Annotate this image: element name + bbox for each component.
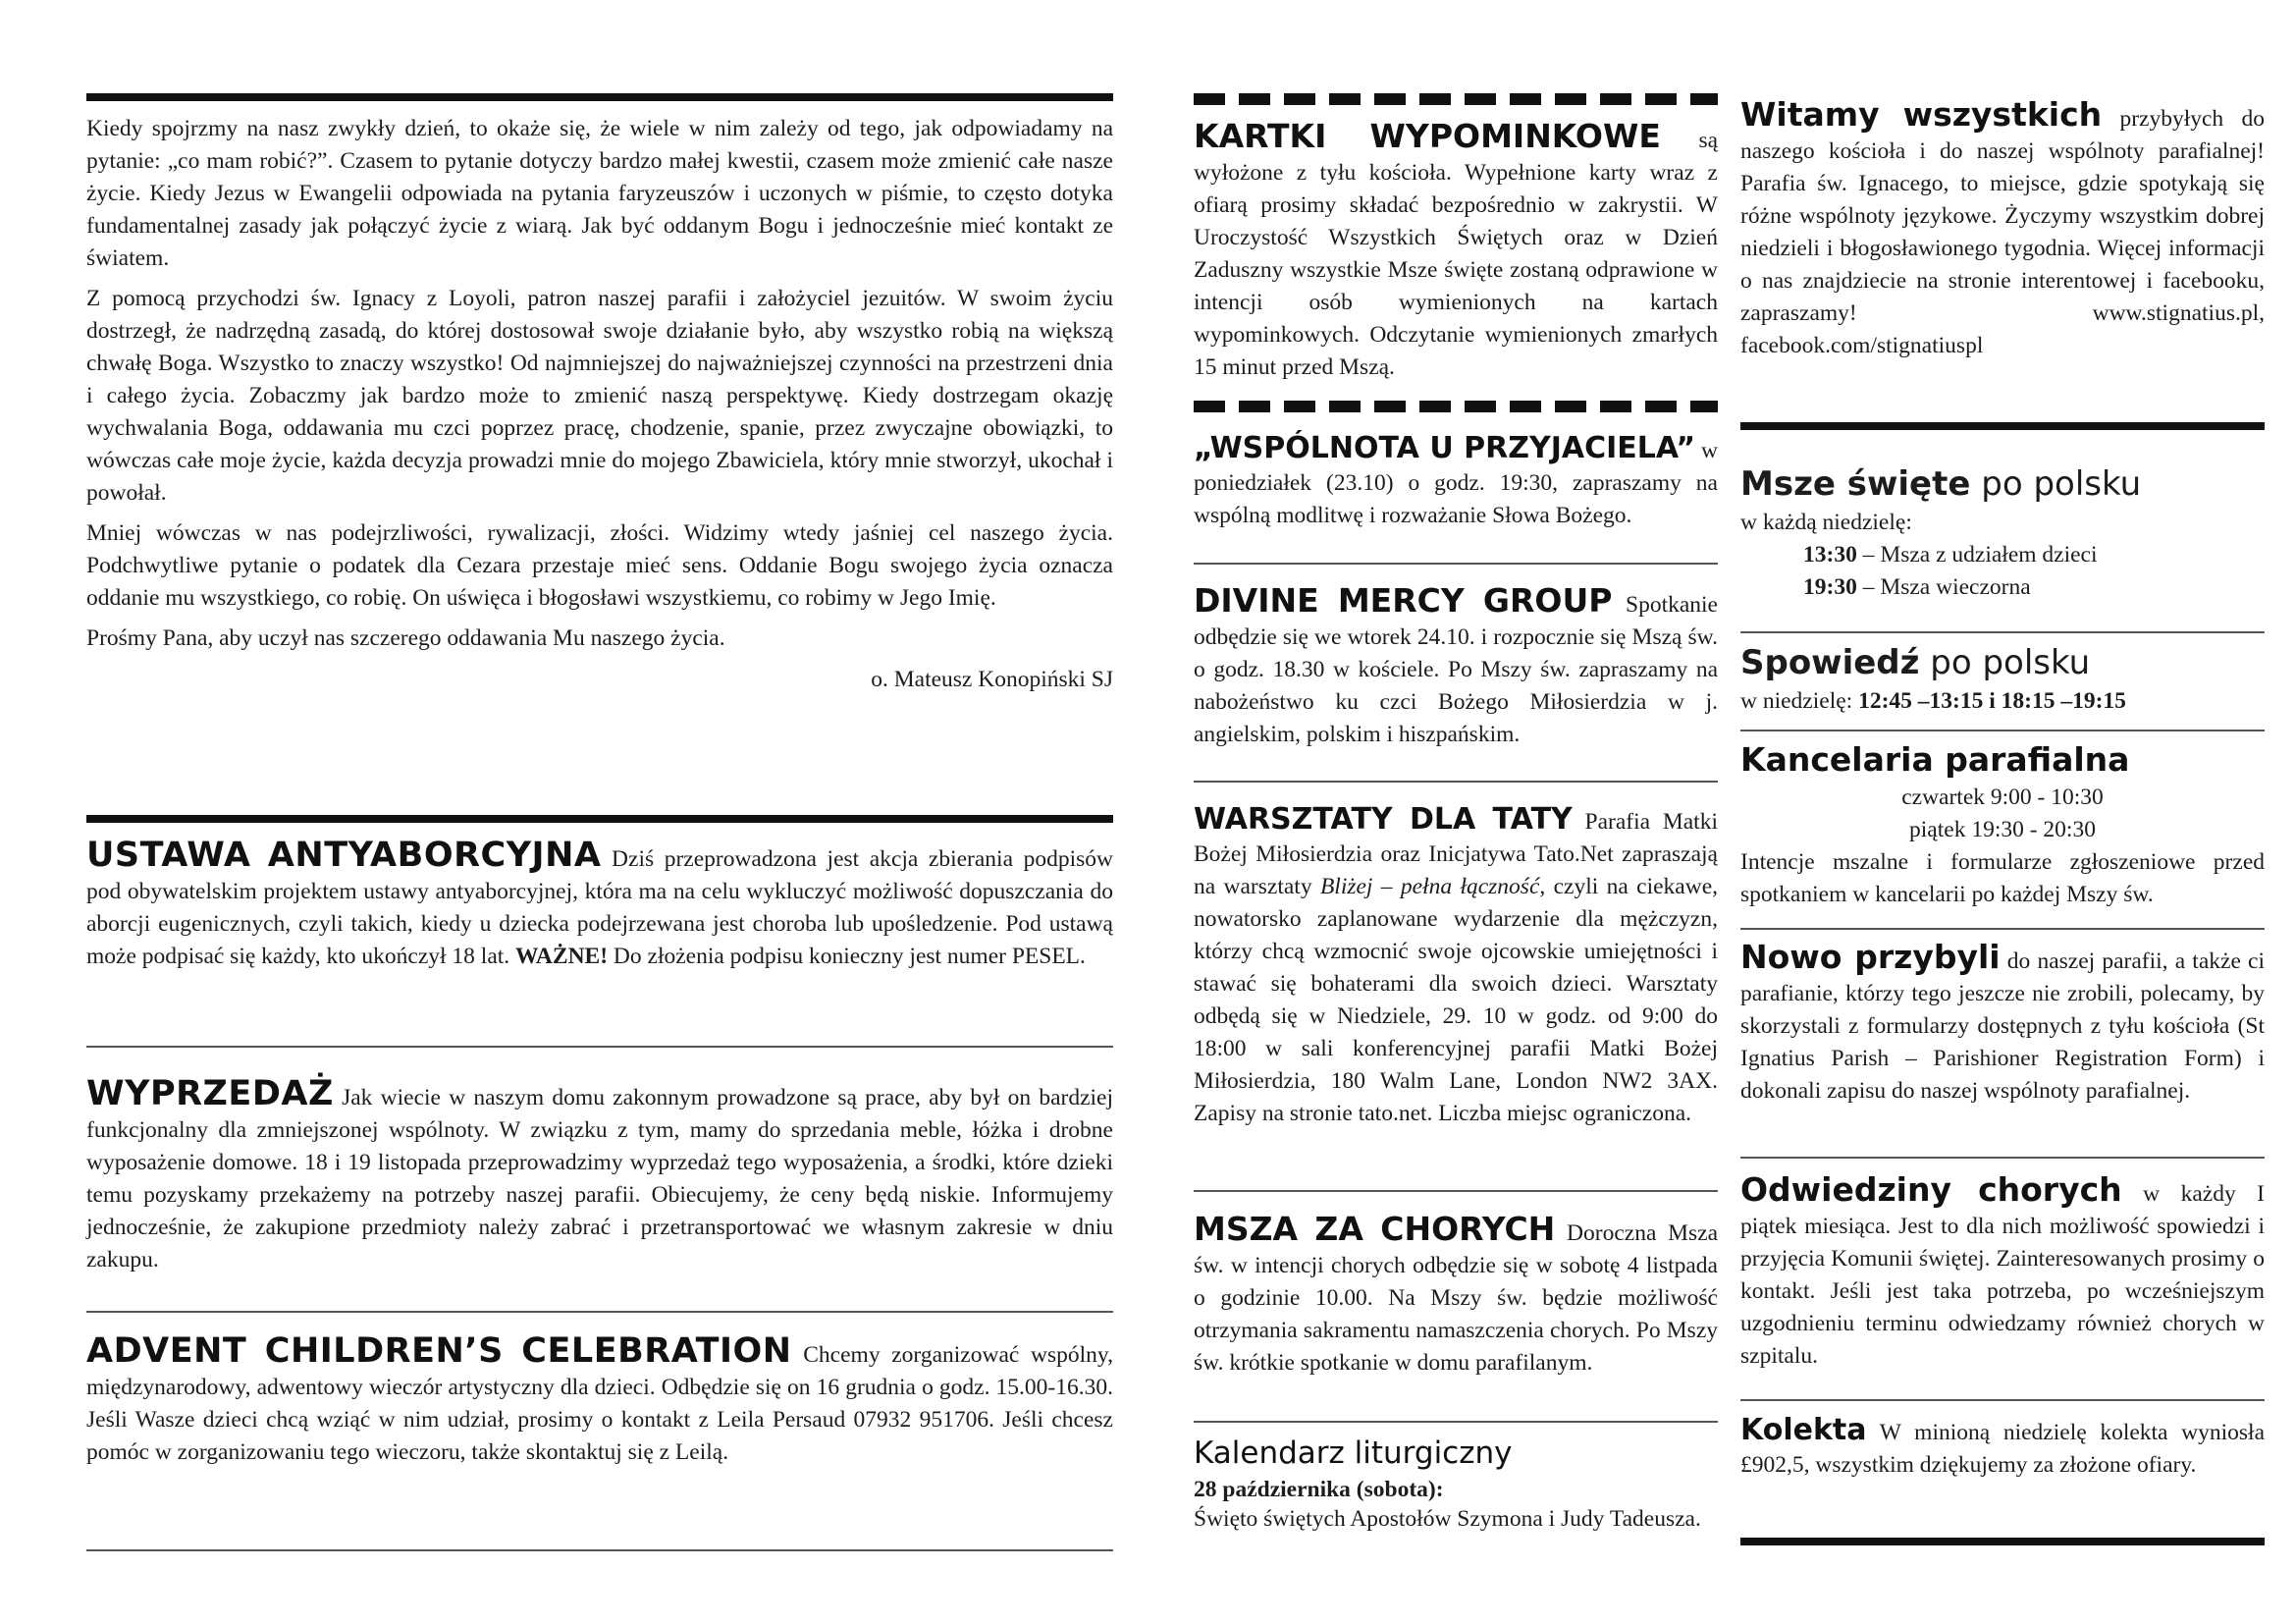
kolekta-section [1740,1414,2265,1482]
wyprzedaz-section [86,1074,1113,1276]
warsztaty-italic: Bliżej – pełna łączność [1319,874,1540,899]
witamy-section [1740,95,2265,362]
msze-title-rest: po polsku [1981,464,2142,504]
divider [86,1046,1113,1048]
odwiedziny-title: Odwiedziny chorych [1740,1170,2122,1209]
divine-title: DIVINE MERCY GROUP [1194,581,1613,620]
advent-title: ADVENT CHILDREN’S CELEBRATION [86,1331,792,1371]
section-rule [86,815,1113,823]
odwiedziny-section [1740,1170,2265,1373]
advent-section [86,1331,1113,1469]
advent-text: Chcemy zorganizować wspólny, międzynarodowy, adwentowy wieczór artystyczny dla dzieci. Odbędzie się on 16 grudnia o godz. 15.00-16.30. Jeśli Wasze dzieci chcą wziąć w nim udział, prosimy o kontakt z Leila Persaud 07932 951706. Jeśli chcesz pomóc w zorganizowaniu tego wieczoru, także skontaktuj się z Leilą. [86,1342,1113,1465]
reflection-signature: o. Mateusz Konopiński SJ [871,667,1113,692]
msze-line2-text: – Msza wieczorna [1856,574,2031,600]
divider [1740,631,2265,633]
divider [1740,730,2265,731]
msze-line2-time: 19:30 [1803,574,1857,600]
ustawa-important: WAŻNE! [515,944,609,969]
divider [1194,563,1718,565]
kartki-section [1194,117,1719,384]
divider [1740,1157,2265,1159]
kancelaria-title: Kancelaria parafialna [1740,740,2130,779]
ustawa-section [86,836,1113,973]
spowiedz-title-bold: Spowiedź [1740,643,1920,682]
ustawa-title: USTAWA ANTYABORCYJNA [86,836,602,875]
witamy-title: Witamy wszystkich [1740,95,2103,134]
divider [1740,928,2265,930]
kolekta-title: Kolekta [1740,1413,1867,1447]
top-rule [86,93,1113,101]
kancelaria-line1: czwartek 9:00 - 10:30 [1901,785,2104,810]
reflection-paragraph-4: Prośmy Pana, aby uczył nas szczerego oddawania Mu naszego życia. [86,625,725,651]
warsztaty-section [1194,803,1718,1130]
kartki-title: KARTKI WYPOMINKOWE [1194,117,1661,155]
spowiedz-times: 12:45 –13:15 i 18:15 –19:15 [1858,688,2126,714]
msze-section [1740,461,2265,604]
msze-sub: w każdą niedzielę: [1740,510,1912,535]
kancelaria-text: Intencje mszalne i formularze zgłoszeniowe przed spotkaniem w kancelarii po każdej Mszy św. [1740,849,2265,907]
spowiedz-section [1740,640,2265,718]
wyprzedaz-title: WYPRZEDAŻ [86,1074,334,1113]
divine-section [1194,581,1718,751]
msza-chorych-title: MSZA ZA CHORYCH [1194,1210,1556,1248]
dashed-rule [1194,93,1718,105]
divider [1194,1421,1718,1423]
wspolnota-section [1194,432,1718,532]
divider [1740,1399,2265,1401]
msza-chorych-section [1194,1210,1719,1380]
reflection-section [86,113,1113,693]
warsztaty-title: WARSZTATY DLA TATY [1194,802,1573,837]
kancelaria-line2: piątek 19:30 - 20:30 [1909,817,2096,842]
nowo-text: do naszej parafii, a także ci parafianie, którzy tego jeszcze nie zrobili, polecamy, by skorzystali z formularzy dostępnych z tyłu kościoła (St Ignatius Parish – Parishioner Registration Form) i dokonali zapisu do naszej wspólnoty parafialnej. [1740,948,2266,1104]
ustawa-text: Dziś przeprowadzona jest akcja zbierania podpisów pod obywatelskim projektem ustawy antyaborcyjnej, która ma na celu wykluczyć możliwość dopuszczania do aborcji eugenicznych, czyli takich, kiedy u dziecka podejrzewana jest choroba lub upośledzenie. Pod ustawą może podpisać się każdy, kto ukończył 18 lat. [86,846,1113,969]
ustawa-text-2: Do złożenia podpisu konieczny jest numer PESEL. [613,944,1086,969]
kalendarz-date: 28 października (sobota): [1194,1477,1444,1502]
nowo-section [1740,938,2266,1108]
nowo-title: Nowo przybyli [1740,938,2001,976]
warsztaty-text-2: , czyli na ciekawe, nowatorsko zaplanowane wydarzenie dla mężczyzn, którzy chcą wzmocnić swoje ojcowskie umiejętności i stawać się bohaterami dla swoich dzieci. Warsztaty odbędą się w Niedziele, 29. 10 w godz. od 9:00 do 18:00 w sali konferencyjnej parafii Matki Bożej Miłosierdzia, 180 Walm Lane, London NW2 3AX. Zapisy na stronie tato.net. Liczba miejsc ograniczona. [1194,874,1718,1126]
wspolnota-title: „WSPÓLNOTA U PRZYJACIELA” [1194,431,1696,465]
kalendarz-section [1194,1432,1718,1534]
divider [1194,1190,1718,1192]
msze-title-bold: Msze święte [1740,464,1971,504]
divider [86,1311,1113,1313]
spowiedz-title-rest: po polsku [1930,643,2091,682]
kalendarz-title: Kalendarz liturgiczny [1194,1435,1513,1471]
msze-line1-time: 13:30 [1803,542,1857,568]
reflection-paragraph-3: Mniej wówczas w nas podejrzliwości, rywalizacji, złości. Widzimy wtedy jaśniej cel naszego życia. Podchwytliwe pytanie o podatek dla Cezara przestaje mieć sens. Oddanie Bogu swojego życia oznacza oddanie mu wszystkiego, co robię. On uświęca i błogosławi wszystkiemu, co robimy w Jego Imię. [86,520,1113,611]
divider [1194,781,1718,783]
kolekta-text: W minioną niedzielę kolekta wyniosła £902,5, wszystkim dziękujemy za złożone ofiary. [1740,1420,2266,1478]
bottom-rule [1740,1538,2265,1545]
section-rule [1740,422,2265,430]
kartki-text: są wyłożone z tyłu kościoła. Wypełnione karty wraz z ofiarą prosimy składać bezpośrednio w zakrystii. W Uroczystość Wszystkich Świętych oraz w Dzień Zaduszny wszystkie Msze święte zostaną odprawione w intencji osób wymienionych na kartach wypominkowych. Odczytanie wymienionych zmarłych 15 minut przed Mszą. [1194,128,1719,380]
kalendarz-feast: Święto świętych Apostołów Szymona i Judy Tadeusza. [1194,1506,1701,1532]
divider [86,1549,1113,1551]
odwiedziny-text: w każdy I piątek miesiąca. Jest to dla nich możliwość spowiedzi i przyjęcia Komunii świętej. Zainteresowanych prosimy o kontakt. Jeśli jest taka potrzeba, po wcześniejszym uzgodnieniu terminu odwiedzamy również chorych w szpitalu. [1740,1181,2265,1369]
dashed-rule [1194,401,1718,412]
warsztaty-text-1: Parafia Matki Bożej Miłosierdzia oraz Inicjatywa Tato.Net zapraszają na warsztaty [1194,809,1718,899]
wspolnota-text: w poniedziałek (23.10) o godz. 19:30, zapraszamy na wspólną modlitwę i rozważanie Słowa Bożego. [1194,438,1718,528]
kancelaria-section [1740,738,2265,911]
spowiedz-text: w niedzielę: [1740,688,1859,714]
reflection-paragraph-2: Z pomocą przychodzi św. Ignacy z Loyoli, patron naszej parafii i założyciel jezuitów. W swoim życiu dostrzegł, że nadrzędną zasadą, do której dostosował swoje działanie było, aby wszystko robią na większą chwałę Boga. Wszystko to znaczy wszystko! Od najmniejszej do najważniejszej czynności na przestrzeni dnia i całego życia. Zobaczmy jak bardzo może to zmienić naszą perspektywę. Kiedy dostrzegam okazję wychwalania Boga, oddawania mu czci poprzez pracę, chodzenie, spanie, przez zwyczajne obowiązki, to wówczas całe moje życie, każda decyzja prowadzi mnie do mojego Zbawiciela, który mnie stworzył, ukochał i powołał. [86,286,1113,506]
divine-text: Spotkanie odbędzie się we wtorek 24.10. i rozpocznie się Mszą św. o godz. 18.30 w kościele. Po Mszy św. zapraszamy na nabożeństwo ku czci Bożego Miłosierdzia w j. angielskim, polskim i hiszpańskim. [1194,592,1718,747]
msza-chorych-text: Doroczna Msza św. w intencji chorych odbędzie się w sobotę 4 listpada o godzinie 10.00. Na Mszy św. będzie możliwość otrzymania sakramentu namaszczenia chorych. Po Mszy św. krótkie spotkanie w domu parafilanym. [1194,1220,1719,1376]
msze-line1-text: – Msza z udziałem dzieci [1856,542,2098,568]
witamy-text: przybyłych do naszego kościoła i do naszej wspólnoty parafialnej! Parafia św. Ignacego, to miejsce, gdzie spotykają się różne wspólnoty językowe. Życzymy wszystkim dobrej niedzieli i błogosławionego tygodnia. Więcej informacji o nas znajdziecie na stronie interentowej i facebooku, zapraszamy! www.stignatius.pl, facebook.com/stignatiuspl [1740,106,2265,358]
wyprzedaz-text: Jak wiecie w naszym domu zakonnym prowadzone są prace, aby był on bardziej funkcjonalny dla zmniejszonej wspólnoty. W związku z tym, mamy do sprzedania meble, łóżka i drobne wyposażenie domowe. 18 i 19 listopada przeprowadzimy wyprzedaż tego wyposażenia, a środki, które dzieki temu pozyskamy przekażemy na potrzeby naszej parafii. Obiecujemy, że ceny będą niskie. Informujemy jednocześnie, że zakupione przedmioty należy zabrać i przetransportować we własnym zakresie w dniu zakupu. [86,1085,1113,1272]
reflection-paragraph-1: Kiedy spojrzmy na nasz zwykły dzień, to okaże się, że wiele w nim zależy od tego, jak odpowiadamy na pytanie: „co mam robić?”. Czasem to pytanie dotyczy bardzo małej kwestii, czasem może zmienić całe nasze życie. Kiedy Jezus w Ewangelii odpowiada na pytania faryzeuszów i uczonych w piśmie, to często dotyka fundamentalnej zasady jak połączyć życie z wiarą. Jak być oddanym Bogu i jednocześnie mieć kontakt ze światem. [86,116,1113,271]
